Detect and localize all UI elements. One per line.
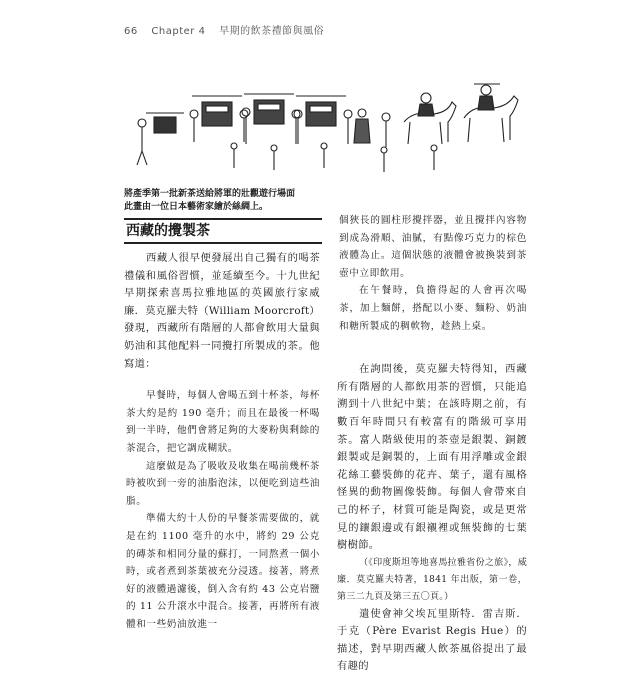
quote-paragraph: 準備大約十人份的早餐茶需要做的，就是在約 1100 毫升的水中，將約 29 公克的磚茶和相同分量的蘇打，一同熬煮一個小時，或者煮到茶葉被充分浸透。接著，將煮好的液體過濾後，倒入含有約 43 公克岩鹽的 11 公升滾水中混合。接著，再將所有液體和一些奶油放進一 xyxy=(126,513,320,630)
chapter-label: Chapter 4 xyxy=(151,26,206,37)
page-number: 66 xyxy=(124,26,138,37)
body-paragraph: 遣使會神父埃瓦里斯特．雷吉斯．于克（Père Evarist Regis Hue）的描述，對早期西藏人飲茶風俗提出了最有趣的 xyxy=(337,607,527,673)
citation: （《印度斯坦等地喜馬拉雅省份之旅》，威廉．莫克羅夫特著，1841 年出版，第一卷，第三二九頁及第三五〇頁。） xyxy=(337,557,527,602)
quote-paragraph: 早餐時，每個人會喝五到十杯茶，每杯茶大約是約 190 毫升；而且在最後一杯喝到一半時，他們會將足夠的大麥粉與剩餘的茶混合，把它調成糊狀。 xyxy=(126,390,320,454)
chapter-title: 早期的飲茶禮節與風俗 xyxy=(219,26,325,37)
quote-paragraph: 在午餐時，負擔得起的人會再次喝茶，加上麵餅，搭配以小麥、麵粉、奶油和糖所製成的稠軟物，趁熱上桌。 xyxy=(339,285,527,332)
left-column xyxy=(124,250,320,633)
section-title: 西藏的攪製茶 xyxy=(124,218,322,244)
body-paragraph: 西藏人很早便發展出自己獨有的喝茶禮儀和風俗習慣，並延續至今。十九世紀早期探索喜馬拉雅地區的英國旅行家威廉．莫克羅夫特（William Moorcroft）發現，西藏所有階層的人都會飲用大量與奶油和其他配料一同攪打所製成的茶。他寫道： xyxy=(124,252,320,370)
body-paragraph: 在詢問後，莫克羅夫特得知，西藏所有階層的人都飲用茶的習慣，只能追溯到十八世紀中葉；在該時期之前，有數百年時間只有較富有的階級可享用茶。富人階級使用的茶壺是銀製、銅鍍銀製或是銅製的，上面有用浮雕或金銀花絲工藝裝飾的花卉、葉子，還有風格怪異的動物圖像裝飾。每個人會帶來自己的杯子，材質可能是陶瓷，或是更常見的鑲銀邊或有銀襯裡或無裝飾的七葉樹樹節。 xyxy=(337,363,527,552)
procession-illustration-icon xyxy=(124,62,524,184)
quote-paragraph: 這麼做是為了吸收及收集在喝前幾杯茶時被吹到一旁的油脂泡沫，以便吃到這些油脂。 xyxy=(126,460,320,507)
right-column xyxy=(337,212,527,676)
block-quote xyxy=(124,387,320,633)
illustration-caption xyxy=(124,188,324,214)
running-header xyxy=(124,22,324,37)
caption-line: 此畫由一位日本藝術家繪於絲綢上。 xyxy=(124,202,269,212)
quote-paragraph: 個狹長的圓柱形攪拌器，並且攪拌內容物到成為滑順、油膩，有點像巧克力的棕色液體為止。這個狀態的液體會被換裝到茶壺中立即飲用。 xyxy=(339,215,527,279)
caption-line: 將產季第一批新茶送給將軍的壯觀遊行場面 xyxy=(124,189,296,199)
block-quote xyxy=(337,212,527,335)
